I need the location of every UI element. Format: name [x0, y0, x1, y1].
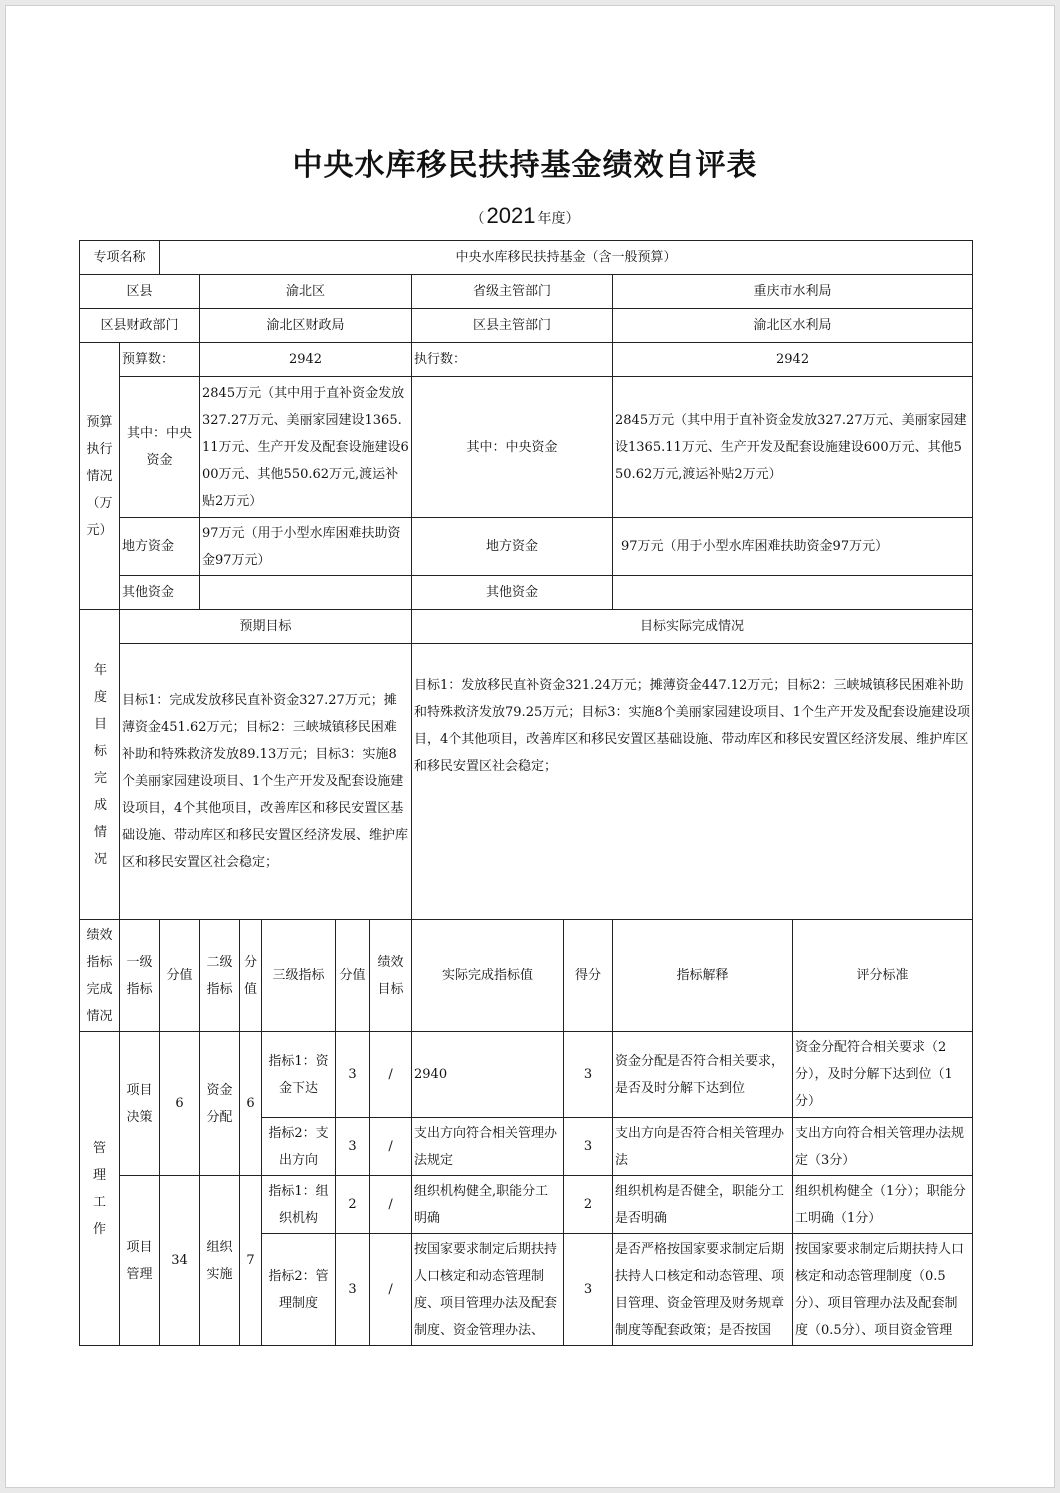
row-got: 2: [564, 1176, 613, 1234]
budget-row: [80, 343, 973, 377]
county-dept-label: 区县主管部门: [412, 309, 613, 343]
row-got: 3: [564, 1234, 613, 1346]
row-actual: 2940: [412, 1032, 564, 1118]
project-label: 专项名称: [80, 241, 160, 275]
row-target: /: [370, 1176, 412, 1234]
local-label-left: 地方资金: [120, 518, 200, 576]
actual-goal-text: 目标1：发放移民直补资金321.24万元；摊薄资金447.12万元；目标2：三峡城镇移民困难补助和特殊救济发放79.25万元；目标3：实施8个美丽家园建设项目、1个生产开发及配套设施建设项目，4个其他项目，改善库区和移民安置区基础设施、带动库区和移民安置区经济发展、维护库区和移民安置区社会稳定；: [412, 644, 973, 920]
row-l1: 项目管理: [120, 1176, 160, 1346]
other-label-left: 其他资金: [120, 576, 200, 610]
row-l3: 指标1：组织机构: [262, 1176, 336, 1234]
other-value-right: [613, 576, 973, 610]
county-value: 渝北区: [200, 275, 412, 309]
row-s3: 3: [336, 1118, 370, 1176]
row-standard: 资金分配符合相关要求（2分），及时分解下达到位（1分）: [793, 1032, 973, 1118]
row-standard: 按国家要求制定后期扶持人口核定和动态管理制度（0.5分）、项目管理办法及配套制度（0.5分）、项目资金管理: [793, 1234, 973, 1346]
row-standard: 组织机构健全（1分）；职能分工明确（1分）: [793, 1176, 973, 1234]
year-value: 2021: [486, 203, 536, 228]
county-dept-value: 渝北区水利局: [613, 309, 973, 343]
row-l1: 项目决策: [120, 1032, 160, 1176]
local-funds-row: [80, 518, 973, 576]
row-l3: 指标1：资金下达: [262, 1032, 336, 1118]
central-funds-row: [80, 377, 973, 518]
project-row: [80, 241, 973, 275]
row-s3: 3: [336, 1234, 370, 1346]
other-label-right: 其他资金: [412, 576, 613, 610]
row-s2: 6: [240, 1032, 262, 1176]
row-got: 3: [564, 1032, 613, 1118]
project-value: 中央水库移民扶持基金（含一般预算）: [160, 241, 973, 275]
budget-label: 预算数：: [120, 343, 200, 377]
row-actual: 支出方向符合相关管理办法规定: [412, 1118, 564, 1176]
col-score1: 分值: [160, 920, 200, 1032]
row-explain: 资金分配是否符合相关要求，是否及时分解下达到位: [613, 1032, 793, 1118]
row-l3: 指标2：管理制度: [262, 1234, 336, 1346]
county-row: [80, 275, 973, 309]
row-s3: 3: [336, 1032, 370, 1118]
other-funds-row: [80, 576, 973, 610]
local-value-left: 97万元（用于小型水库困难扶助资金97万元）: [200, 518, 412, 576]
year-suffix: 年度）: [537, 211, 580, 227]
county-fin-value: 渝北区财政局: [200, 309, 412, 343]
row-s1: 6: [160, 1032, 200, 1176]
goals-section-label: 年度目标完成情况: [80, 610, 120, 920]
central-value-left: 2845万元（其中用于直补资金发放327.27万元、美丽家园建设1365.11万元、生产开发及配套设施建设600万元、其他550.62万元,渡运补贴2万元）: [200, 377, 412, 518]
col-standard: 评分标准: [793, 920, 973, 1032]
evaluation-table: [79, 240, 973, 1346]
row-s2: 7: [240, 1176, 262, 1346]
row-actual: 按国家要求制定后期扶持人口核定和动态管理制度、项目管理办法及配套制度、资金管理办法、: [412, 1234, 564, 1346]
col-got: 得分: [564, 920, 613, 1032]
row-explain: 组织机构是否健全，职能分工是否明确: [613, 1176, 793, 1234]
indicators-header-row: [80, 920, 973, 1032]
col-l1: 一级指标: [120, 920, 160, 1032]
row-actual: 组织机构健全,职能分工明确: [412, 1176, 564, 1234]
actual-goal-header: 目标实际完成情况: [412, 610, 973, 644]
col-explain: 指标解释: [613, 920, 793, 1032]
document-title: 中央水库移民扶持基金绩效自评表: [292, 148, 758, 183]
prov-dept-label: 省级主管部门: [412, 275, 613, 309]
group-label: 管理工作: [80, 1032, 120, 1346]
row-l2: 资金分配: [200, 1032, 240, 1176]
county-label: 区县: [80, 275, 200, 309]
expected-goal-text: 目标1：完成发放移民直补资金327.27万元；摊薄资金451.62万元；目标2：三峡城镇移民困难补助和特殊救济发放89.13万元；目标3：实施8个美丽家园建设项目、1个生产开发及配套设施建设项目，4个其他项目，改善库区和移民安置区基础设施、带动库区和移民安置区经济发展、维护库区和移民安置区社会稳定；: [120, 644, 412, 920]
prov-dept-value: 重庆市水利局: [613, 275, 973, 309]
goals-content-row: [80, 644, 973, 920]
central-label-right: 其中：中央资金: [412, 377, 613, 518]
indicator-row: [80, 1032, 973, 1118]
col-l3: 三级指标: [262, 920, 336, 1032]
row-got: 3: [564, 1118, 613, 1176]
central-value-right: 2845万元（其中用于直补资金发放327.27万元、美丽家园建设1365.11万元、生产开发及配套设施建设600万元、其他550.62万元,渡运补贴2万元）: [613, 377, 973, 518]
col-l2: 二级指标: [200, 920, 240, 1032]
exec-value: 2942: [613, 343, 973, 377]
other-value-left: [200, 576, 412, 610]
row-explain: 是否严格按国家要求制定后期扶持人口核定和动态管理、项目管理、资金管理及财务规章制度等配套政策；是否按国: [613, 1234, 793, 1346]
col-target: 绩效目标: [370, 920, 412, 1032]
row-target: /: [370, 1032, 412, 1118]
county-finance-row: [80, 309, 973, 343]
year-line: [0, 203, 1055, 229]
county-fin-label: 区县财政部门: [80, 309, 200, 343]
row-explain: 支出方向是否符合相关管理办法: [613, 1118, 793, 1176]
central-label-left: 其中：中央资金: [120, 377, 200, 518]
goals-header-row: [80, 610, 973, 644]
indicator-row: [80, 1176, 973, 1234]
col-score2: 分值: [240, 920, 262, 1032]
expected-goal-header: 预期目标: [120, 610, 412, 644]
row-l2: 组织实施: [200, 1176, 240, 1346]
indicators-section-label: 绩效指标完成情况: [80, 920, 120, 1032]
row-standard: 支出方向符合相关管理办法规定（3分）: [793, 1118, 973, 1176]
col-actual: 实际完成指标值: [412, 920, 564, 1032]
row-target: /: [370, 1118, 412, 1176]
row-s3: 2: [336, 1176, 370, 1234]
row-s1: 34: [160, 1176, 200, 1346]
exec-label: 执行数：: [412, 343, 613, 377]
local-label-right: 地方资金: [412, 518, 613, 576]
budget-value: 2942: [200, 343, 412, 377]
row-target: /: [370, 1234, 412, 1346]
col-score3: 分值: [336, 920, 370, 1032]
year-open: （: [470, 211, 485, 227]
budget-section-label: 预算执行情况（万元）: [80, 343, 120, 610]
row-l3: 指标2：支出方向: [262, 1118, 336, 1176]
local-value-right: 97万元（用于小型水库困难扶助资金97万元）: [613, 518, 973, 576]
